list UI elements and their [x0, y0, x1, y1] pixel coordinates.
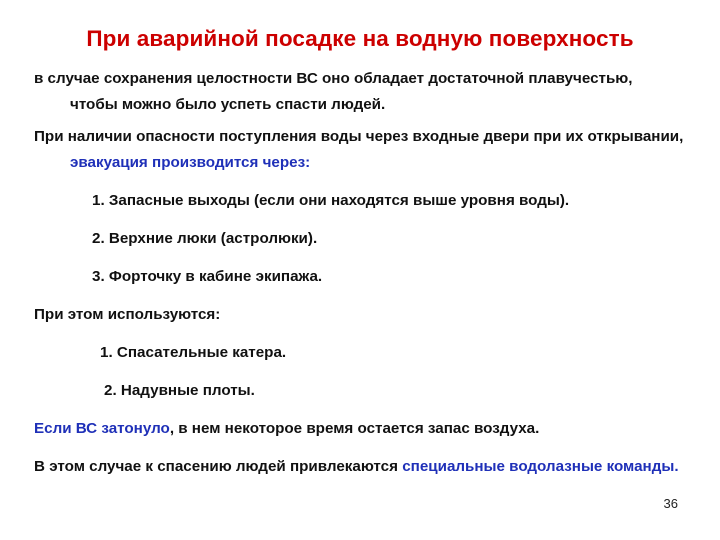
paragraph-door-danger [34, 124, 684, 176]
sunk-text: , в нем некоторое время остается запас воздуха. [169, 420, 540, 437]
evacuation-highlight: эвакуация производится через: [70, 154, 311, 171]
page-number: 36 [663, 496, 678, 511]
paragraph-buoyancy: в случае сохранения целостности ВС оно обладает достаточной плавучестью, чтобы можно было успеть спасти людей. [34, 70, 633, 113]
used-item-2: 2. Надувные плоты. [104, 382, 255, 399]
paragraph-divers [34, 454, 684, 480]
exit-item-1: 1. Запасные выходы (если они находятся выше уровня воды). [92, 192, 570, 209]
exit-item-3: 3. Форточку в кабине экипажа. [92, 268, 323, 285]
paragraph-sunk [34, 416, 684, 442]
divers-highlight: специальные водолазные команды. [402, 458, 679, 475]
slide-title: При аварийной посадке на водную поверхность [86, 26, 634, 51]
exit-item-2: 2. Верхние люки (астролюки). [92, 230, 318, 247]
used-heading: При этом используются: [34, 306, 221, 323]
sunk-highlight: Если ВС затонуло [34, 420, 170, 437]
divers-text: В этом случае к спасению людей привлекаются [34, 458, 398, 475]
slide-body [34, 66, 684, 480]
used-item-1: 1. Спасательные катера. [100, 344, 287, 361]
door-danger-text: При наличии опасности поступления воды через входные двери при их открывании, [34, 128, 684, 145]
